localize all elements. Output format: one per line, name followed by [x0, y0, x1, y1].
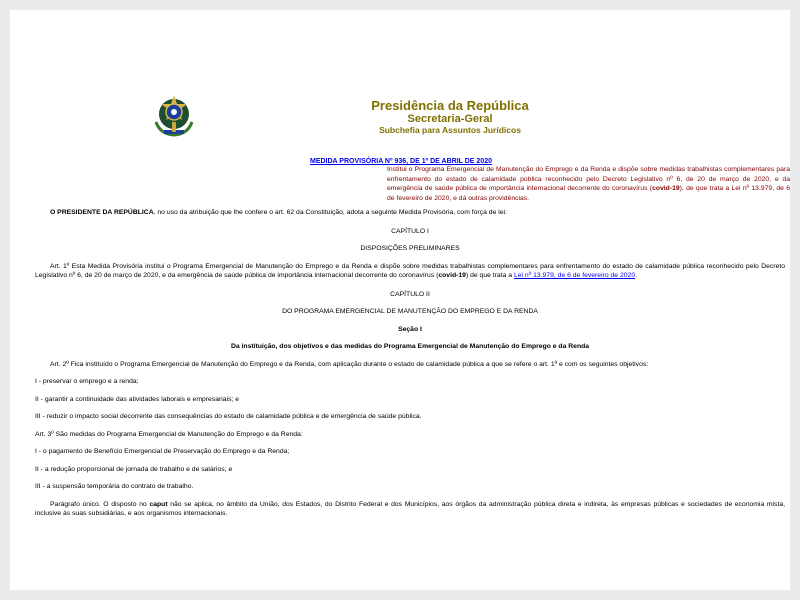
mp-title-link[interactable]: MEDIDA PROVISÓRIA Nº 936, DE 1º DE ABRIL DE 2020 [310, 158, 492, 165]
article-3: Art. 3º São medidas do Programa Emergencial de Manutenção do Emprego e da Renda: [35, 430, 303, 438]
article-2-item-1: I - preservar o emprego e a renda; [35, 378, 139, 385]
article-3-item-3: III - a suspensão temporária do contrato de trabalho. [35, 483, 194, 490]
header [150, 92, 750, 152]
section-1-title: Da instituição, dos objetivos e das medidas do Programa Emergencial de Manutenção do Emprego e da Renda [230, 343, 590, 350]
chapter-1: CAPÍTULO I [391, 227, 429, 235]
chapter-2-title: DO PROGRAMA EMERGENCIAL DE MANUTENÇÃO DO EMPREGO E DA RENDA [282, 308, 538, 315]
article-2: Art. 2º Fica instituído o Programa Emergencial de Manutenção do Emprego e da Renda, com aplicação durante o estado de calamidade pública a que se refere o art. 1º e com os seguintes objetivos: [50, 360, 649, 368]
chapter-2: CAPÍTULO II [390, 290, 430, 298]
chapter-1-title: DISPOSIÇÕES PRELIMINARES [360, 245, 460, 252]
article-3-item-1: I - o pagamento de Benefício Emergencial de Preservação do Emprego e da Renda; [35, 448, 290, 455]
document-page [10, 10, 790, 590]
header-title: Presidência da República [371, 98, 529, 113]
article-2-item-2: II - garantir a continuidade das atividades laborais e empresariais; e [35, 395, 240, 403]
preamble-bold: O PRESIDENTE DA REPÚBLICA [50, 209, 154, 216]
ementa [387, 165, 790, 203]
section-1: Seção I [398, 325, 422, 333]
ementa-bold: covid-19 [652, 185, 680, 193]
paragrafo-unico [35, 500, 785, 519]
law-13979-link[interactable]: Lei nº 13.979, de 6 de fevereiro de 2020 [513, 272, 636, 279]
header-subtitle-2: Subchefia para Assuntos Jurídicos [379, 125, 521, 135]
article-1-end: . [635, 272, 637, 279]
preamble-text: , no uso da atribuição que lhe confere o art. 62 da Constituição, adota a seguinte Medida Provisória, com força de lei: [153, 209, 507, 216]
header-subtitle: Secretaria-Geral [407, 113, 493, 125]
preamble [35, 208, 785, 218]
paragrafo-bold: caput [149, 500, 168, 508]
article-1 [35, 262, 785, 281]
article-1-bold: covid-19 [438, 272, 466, 279]
article-3-item-2: II - a redução proporcional de jornada de trabalho e de salários; e [35, 465, 233, 473]
ementa-text: Institui o Programa Emergencial de Manutenção do Emprego e da Renda e dispõe sobre medidas trabalhistas complementares para enfrentamento do estado de calamidade pública reconhecido pelo Decreto Legislativo nº 6, de 20 de março de 2020, e da emergência de saúde pública de importância internacional decorrente do coronavírus ( [387, 166, 790, 193]
ementa-text-end: ), de que trata a Lei nº 13.979, de 6 de fevereiro de 2020, e dá outras providências. [387, 185, 790, 202]
article-2-item-3: III - reduzir o impacto social decorrente das consequências do estado de calamidade pública e de emergência de saúde pública. [35, 413, 422, 420]
article-1-middle: ) de que trata a [465, 272, 514, 279]
document-body [35, 208, 785, 519]
paragrafo-text: Parágrafo único. O disposto no [50, 500, 150, 508]
paragrafo-text-end: não se aplica, no âmbito da União, dos Estados, do Distrito Federal e dos Municípios, aos órgãos da administração pública direta e indireta, às empresas públicas e sociedades de economia mista, inclusive às suas subsidiárias, e aos organismos internacionais. [35, 500, 786, 517]
article-1-text: Art. 1º Esta Medida Provisória institui o Programa Emergencial de Manutenção do Emprego e da Renda e dispõe sobre medidas trabalhistas complementares para enfrentamento do estado de calamidade pública reconhecido pelo Decreto Legislativo nº 6, de 20 de março de 2020, e da emergência de saúde pública de importância internacional decorrente do coronavírus ( [35, 262, 785, 279]
